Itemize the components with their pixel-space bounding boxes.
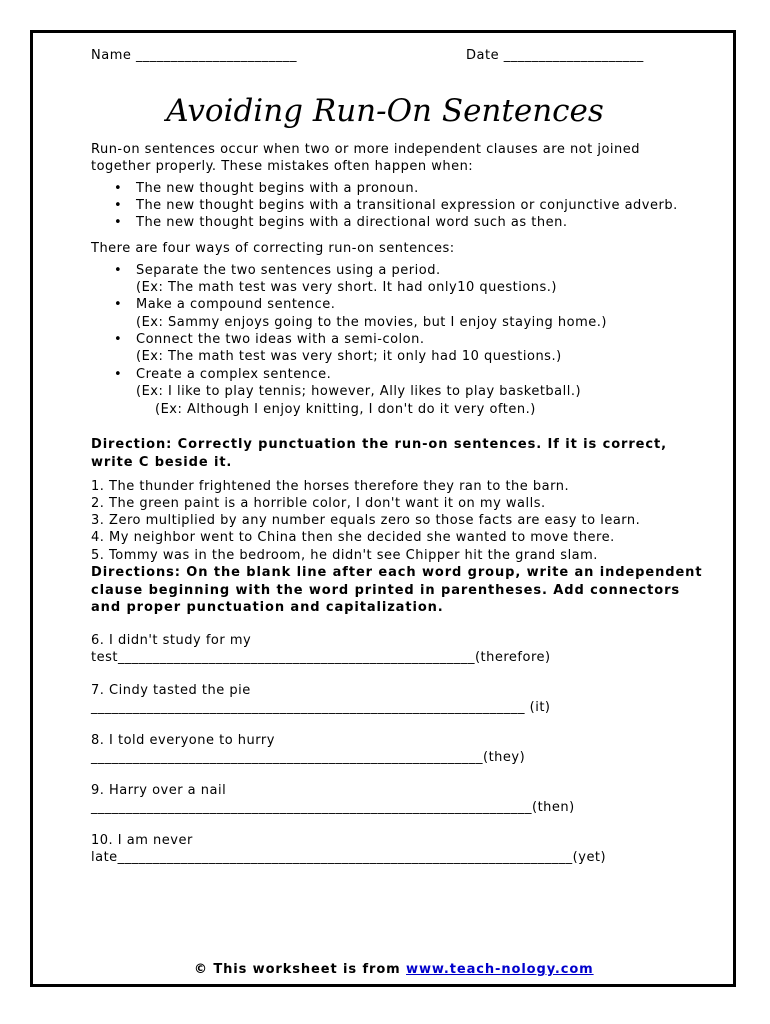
exercise-prompt: 10. I am never — [91, 833, 193, 848]
sentence-item: 5. Tommy was in the bedroom, he didn't see Chipper hit the grand slam. — [91, 548, 598, 563]
exercise-prompt: 8. I told everyone to hurry — [91, 733, 275, 748]
footer-prefix: © This worksheet is from — [194, 962, 407, 977]
exercise-blank-line: late_________________________________________________________________(yet) — [91, 850, 607, 865]
name-field: Name _______________________ — [91, 48, 297, 63]
sentence-item: 3. Zero multiplied by any number equals zero so those facts are easy to learn. — [91, 513, 641, 528]
way-item: • Separate the two sentences using a period. — [136, 263, 441, 279]
teach-nology-link[interactable]: www.teach-nology.com — [406, 962, 594, 977]
way-item: • Create a complex sentence. — [136, 367, 331, 383]
page-title: Avoiding Run-On Sentences — [166, 93, 604, 129]
intro-bullet: • The new thought begins with a pronoun. — [136, 181, 419, 197]
intro-bullet: • The new thought begins with a transitional expression or conjunctive adverb. — [136, 198, 678, 214]
exercise-blank-line: test___________________________________________________(therefore) — [91, 650, 551, 665]
way-example: (Ex: I like to play tennis; however, Ally likes to play basketball.) — [136, 384, 582, 399]
date-field: Date ____________________ — [466, 48, 644, 63]
way-item: • Make a compound sentence. — [136, 297, 335, 313]
ways-heading: There are four ways of correcting run-on sentences: — [91, 241, 455, 256]
way-example: (Ex: Sammy enjoys going to the movies, but I enjoy staying home.) — [136, 315, 607, 330]
direction-2-line-3: and proper punctuation and capitalization. — [91, 600, 444, 615]
direction-1-line-2: write C beside it. — [91, 455, 233, 470]
exercise-blank-line: ________________________________________________________(they) — [91, 750, 526, 765]
exercise-prompt: 6. I didn't study for my — [91, 633, 252, 648]
sentence-item: 1. The thunder frightened the horses therefore they ran to the barn. — [91, 479, 570, 494]
way-example-extra: (Ex: Although I enjoy knitting, I don't do it very often.) — [155, 402, 536, 417]
exercise-prompt: 9. Harry over a nail — [91, 783, 227, 798]
way-example: (Ex: The math test was very short. It had only10 questions.) — [136, 280, 558, 295]
sentence-item: 2. The green paint is a horrible color, I don't want it on my walls. — [91, 496, 546, 511]
intro-bullet: • The new thought begins with a directional word such as then. — [136, 215, 568, 231]
exercise-blank-line: _______________________________________________________________(then) — [91, 800, 575, 815]
direction-2-line-1: Directions: On the blank line after each word group, write an independent — [91, 565, 703, 580]
exercise-prompt: 7. Cindy tasted the pie — [91, 683, 251, 698]
sentence-item: 4. My neighbor went to China then she decided she wanted to move there. — [91, 530, 615, 545]
direction-1-line-1: Direction: Correctly punctuation the run-on sentences. If it is correct, — [91, 437, 667, 452]
way-item: • Connect the two ideas with a semi-colon. — [136, 332, 425, 348]
intro-line-1: Run-on sentences occur when two or more independent clauses are not joined — [91, 142, 641, 157]
exercise-blank-line: ______________________________________________________________ (it) — [91, 700, 551, 715]
direction-2-line-2: clause beginning with the word printed in parentheses. Add connectors — [91, 583, 681, 598]
intro-line-2: together properly. These mistakes often happen when: — [91, 159, 474, 174]
footer-credit — [194, 962, 594, 978]
way-example: (Ex: The math test was very short; it only had 10 questions.) — [136, 349, 562, 364]
